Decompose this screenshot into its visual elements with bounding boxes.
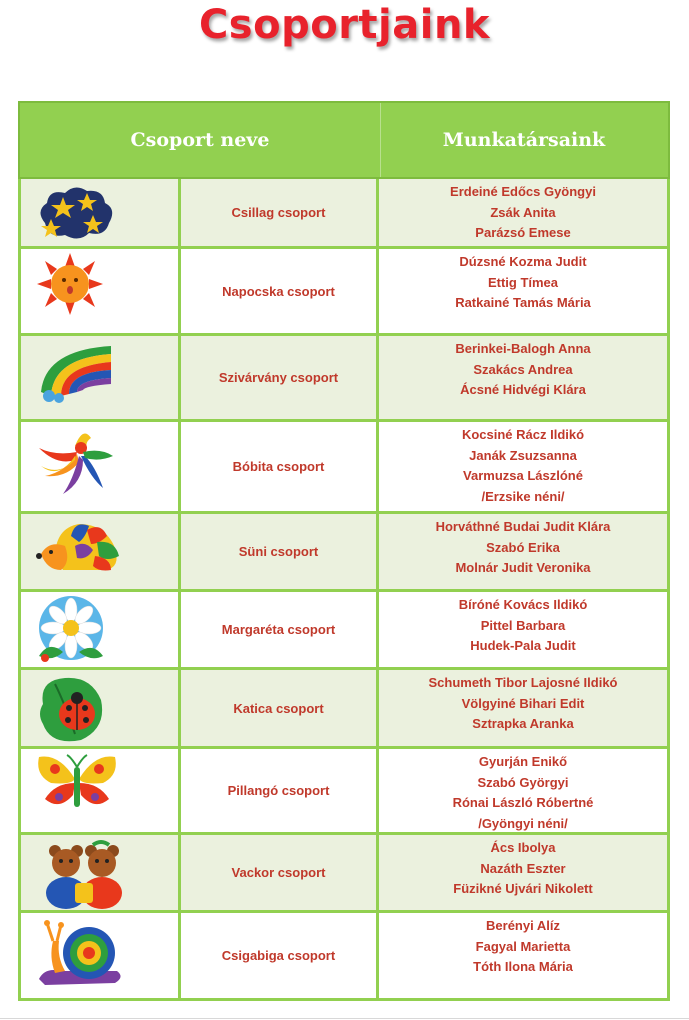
table-row	[18, 913, 670, 1001]
staff-list	[462, 425, 584, 507]
group-name-cell	[181, 749, 379, 832]
group-name-cell	[181, 913, 379, 998]
table-row	[18, 249, 670, 336]
ladybug-icon	[35, 674, 107, 749]
staff-member: Nazáth Eszter	[480, 860, 566, 876]
cloud-stars-icon	[35, 183, 115, 250]
table-row	[18, 179, 670, 249]
staff-member: Janák Zsuzsanna	[469, 447, 577, 463]
staff-member: Ács Ibolya	[490, 840, 556, 855]
staff-member: Ratkainé Tamás Mária	[455, 295, 591, 310]
group-icon-cell	[21, 422, 181, 511]
staff-cell	[379, 749, 667, 832]
staff-member: /Erzsike néni/	[481, 488, 565, 504]
staff-member: Tóth Ilona Mária	[473, 959, 573, 974]
staff-member: /Gyöngyi néni/	[478, 815, 568, 831]
staff-member: Bíróné Kovács Ildikó	[458, 597, 588, 612]
staff-member: Berényi Alíz	[486, 918, 560, 933]
group-name-cell	[181, 592, 379, 667]
staff-member: Pittel Barbara	[480, 617, 566, 633]
sun-icon	[35, 253, 105, 320]
staff-member: Fagyal Marietta	[475, 938, 571, 954]
staff-list	[459, 595, 588, 657]
staff-member: Schumeth Tibor Lajosné Ildikó	[428, 675, 618, 690]
group-name: Vackor csoport	[231, 865, 326, 880]
staff-list	[450, 182, 596, 244]
staff-cell	[379, 514, 667, 589]
staff-member: Rónai László Róbertné	[452, 795, 594, 810]
staff-cell	[379, 835, 667, 910]
staff-member: Völgyiné Bihari Edit	[461, 695, 585, 711]
staff-cell	[379, 179, 667, 246]
table-row	[18, 749, 670, 835]
group-icon-cell	[21, 913, 181, 998]
table-header	[18, 101, 670, 179]
staff-member: Hudek-Pala Judit	[470, 638, 576, 653]
group-icon-cell	[21, 670, 181, 746]
daisy-icon	[35, 596, 107, 669]
header-staff: Munkatársaink	[442, 129, 606, 151]
snail-icon	[35, 917, 125, 992]
staff-member: Varmuzsa Lászlóné	[463, 468, 583, 483]
page-bottom-divider	[0, 1018, 689, 1019]
table-row	[18, 422, 670, 514]
staff-member: Gyurján Enikő	[478, 754, 568, 769]
staff-member: Szakács Andrea	[473, 361, 573, 377]
staff-list	[436, 517, 611, 579]
group-name-cell	[181, 514, 379, 589]
group-name: Csillag csoport	[231, 205, 326, 220]
staff-member: Parázsó Emese	[475, 225, 571, 240]
table-row	[18, 514, 670, 592]
group-name-cell	[181, 249, 379, 333]
group-icon-cell	[21, 835, 181, 910]
group-icon-cell	[21, 179, 181, 246]
rainbow-icon	[35, 340, 115, 409]
staff-list	[455, 252, 591, 314]
header-group-name: Csoport neve	[20, 103, 381, 177]
staff-cell	[379, 913, 667, 998]
staff-list	[455, 339, 590, 401]
staff-list	[453, 838, 592, 900]
group-name-cell	[181, 336, 379, 419]
staff-member: Erdeiné Edőcs Gyöngyi	[450, 184, 596, 199]
group-name-cell	[181, 670, 379, 746]
group-name: Bóbita csoport	[232, 459, 325, 474]
staff-member: Füzikné Ujvári Nikolett	[453, 881, 593, 896]
group-name-cell	[181, 422, 379, 511]
group-icon-cell	[21, 592, 181, 667]
staff-cell	[379, 670, 667, 746]
group-name: Süni csoport	[238, 544, 319, 559]
staff-cell	[379, 249, 667, 333]
staff-member: Kocsiné Rácz Ildikó	[461, 427, 585, 442]
staff-member: Dúzsné Kozma Judit	[459, 254, 587, 269]
butterfly-icon	[35, 753, 119, 820]
table-row	[18, 336, 670, 422]
group-name: Csigabiga csoport	[221, 948, 336, 963]
group-name: Margaréta csoport	[221, 622, 336, 637]
table-row	[18, 592, 670, 670]
group-name-cell	[181, 179, 379, 246]
group-icon-cell	[21, 749, 181, 832]
staff-member: Szabó Erika	[486, 539, 560, 555]
table-row	[18, 835, 670, 913]
hedgehog-icon	[35, 518, 121, 581]
staff-cell	[379, 336, 667, 419]
staff-member: Horváthné Budai Judit Klára	[435, 519, 611, 534]
staff-member: Ettig Tímea	[487, 274, 559, 290]
staff-list	[428, 673, 617, 735]
staff-member: Zsák Anita	[490, 204, 556, 220]
staff-list	[453, 752, 594, 834]
bird-icon	[35, 426, 115, 501]
group-name: Szivárvány csoport	[218, 370, 339, 385]
group-name: Katica csoport	[233, 700, 324, 716]
group-name: Pillangó csoport	[227, 783, 330, 798]
staff-member: Berinkei-Balogh Anna	[455, 341, 591, 356]
group-icon-cell	[21, 336, 181, 419]
staff-list	[473, 916, 573, 978]
page-title: Csoportjaink	[198, 2, 491, 48]
staff-member: Molnár Judit Veronika	[455, 560, 591, 575]
bears-icon	[35, 839, 125, 914]
staff-member: Sztrapka Aranka	[472, 716, 574, 731]
group-icon-cell	[21, 514, 181, 589]
staff-cell	[379, 422, 667, 511]
group-icon-cell	[21, 249, 181, 333]
staff-member: Ácsné Hidvégi Klára	[460, 382, 586, 397]
table-row	[18, 670, 670, 749]
staff-member: Szabó Györgyi	[477, 774, 569, 790]
group-name: Napocska csoport	[222, 283, 335, 299]
staff-cell	[379, 592, 667, 667]
group-name-cell	[181, 835, 379, 910]
